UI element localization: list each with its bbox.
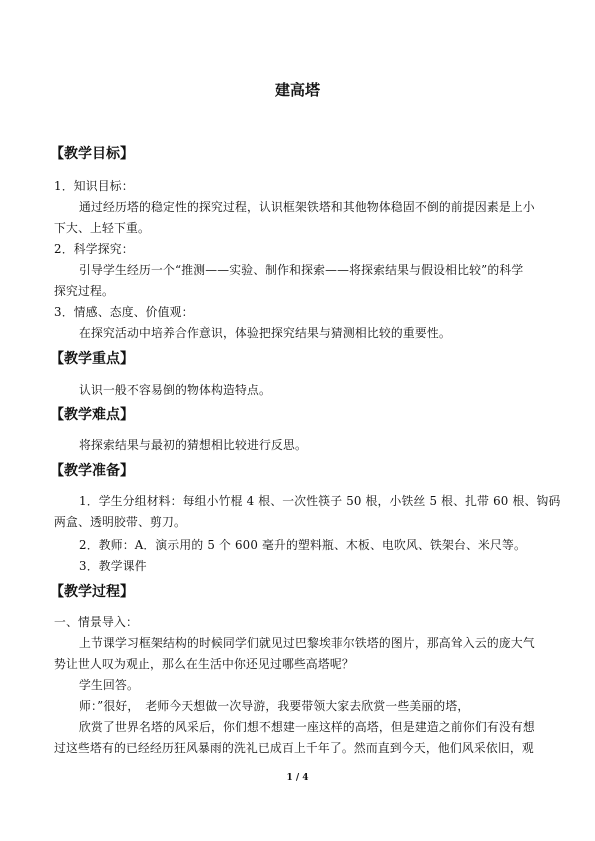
- goal-3-line-1: 在探究活动中培养合作意识，体验把探究结果与猜测相比较的重要性。: [79, 326, 451, 340]
- process-line-4: 师：”很好， 老师今天想做一次导游，我要带领大家去欣赏一些美丽的塔，: [79, 699, 470, 713]
- key-points-text: 认识一般不容易倒的物体构造特点。: [79, 383, 271, 397]
- goal-2-label: 2．科学探究：: [54, 242, 134, 256]
- preparation-line-4: 3．教学课件: [79, 559, 147, 573]
- preparation-line-1: 1．学生分组材料：每组小竹棍 4 根、一次性筷子 50 根，小铁丝 5 根、扎带 60 根、钩码: [79, 494, 561, 508]
- process-line-3: 学生回答。: [79, 678, 139, 692]
- goal-1-line-2: 下大、上轻下重。: [54, 221, 150, 235]
- preparation-line-3: 2．教师：A．演示用的 5 个 600 毫升的塑料瓶、木板、电吹风、铁架台、米尺等。: [79, 538, 526, 552]
- preparation-line-2: 两盒、透明胶带、剪刀。: [54, 515, 186, 529]
- goal-2-line-2: 探究过程。: [54, 284, 114, 298]
- process-line-2: 势让世人叹为观止，那么在生活中你还见过哪些高塔呢？: [54, 657, 354, 671]
- goal-1-label: 1．知识目标：: [54, 179, 134, 193]
- heading-preparation: 【教学准备】: [50, 463, 134, 479]
- process-line-1: 上节课学习框架结构的时候同学们就见过巴黎埃菲尔铁塔的图片，那高耸入云的庞大气: [79, 636, 535, 650]
- process-line-6: 过这些塔有的已经经历狂风暴雨的洗礼已成百上千年了。然而直到今天，他们风采依旧，观: [54, 741, 534, 755]
- document-title: 建高塔: [274, 81, 320, 99]
- heading-difficulties: 【教学难点】: [50, 407, 134, 423]
- page-number: 1 / 4: [286, 773, 309, 783]
- process-line-5: 欣赏了世界名塔的风采后，你们想不想建一座这样的高塔，但是建造之前你们有没有想: [79, 720, 535, 734]
- process-subheading: 一、情景导入：: [54, 615, 138, 629]
- heading-teaching-goals: 【教学目标】: [50, 146, 134, 162]
- difficulties-text: 将探索结果与最初的猜想相比较进行反思。: [79, 438, 307, 452]
- heading-process: 【教学过程】: [50, 584, 134, 600]
- goal-1-line-1: 通过经历塔的稳定性的探究过程，认识框架铁塔和其他物体稳固不倒的前提因素是上小: [79, 200, 535, 214]
- heading-key-points: 【教学重点】: [50, 351, 134, 367]
- goal-3-label: 3．情感、态度、价值观：: [54, 305, 194, 319]
- goal-2-line-1: 引导学生经历一个“推测——实验、制作和探索——将探索结果与假设相比较”的科学: [79, 263, 524, 277]
